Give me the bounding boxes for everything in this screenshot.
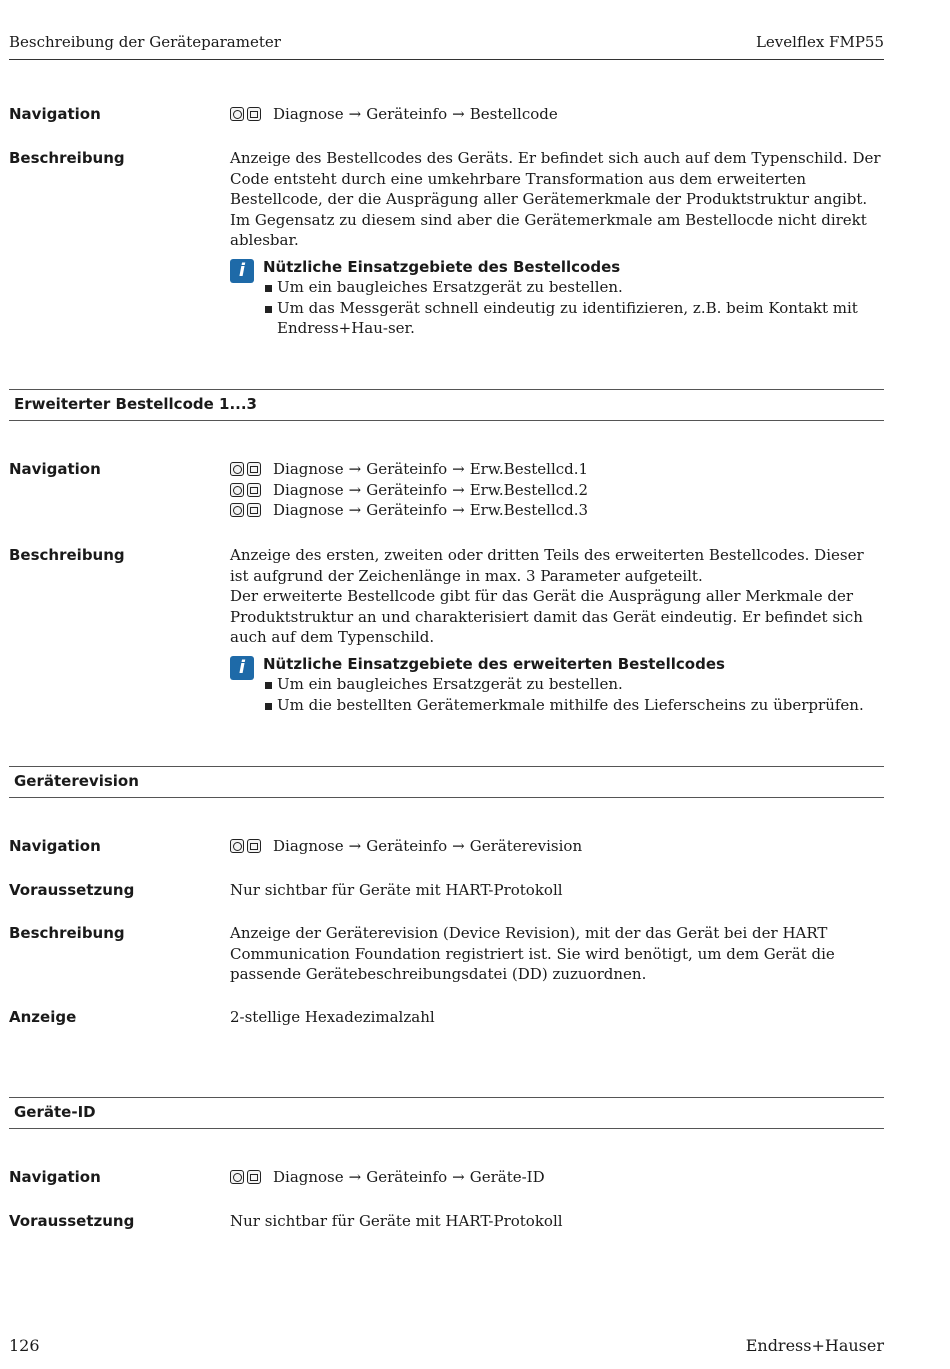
info-icon: i xyxy=(230,259,254,283)
nav-step: Erw.Bestellcd.2 xyxy=(469,480,589,499)
info-box xyxy=(230,654,884,716)
nav-step: Geräteinfo xyxy=(366,480,448,499)
info-box xyxy=(230,257,884,339)
navigation-label: Navigation xyxy=(9,460,101,478)
navigation-label: Navigation xyxy=(9,837,101,855)
nav-step: Geräteinfo xyxy=(366,837,448,855)
operating-display-icon xyxy=(230,462,244,476)
section-title: Geräte-ID xyxy=(14,1103,96,1121)
section-title: Erweiterter Bestellcode 1...3 xyxy=(14,395,257,413)
section-heading xyxy=(9,389,884,421)
page-header xyxy=(9,33,884,60)
description-label: Beschreibung xyxy=(9,149,125,167)
nav-step: Diagnose xyxy=(273,460,344,478)
navigation-path xyxy=(230,104,884,125)
navigation-label: Navigation xyxy=(9,1168,101,1186)
arrow-icon: → xyxy=(348,837,362,855)
list-item: Um ein baugleiches Ersatzgerät zu bestellen. xyxy=(263,674,884,695)
document-page xyxy=(9,0,884,1369)
prerequisite-label: Voraussetzung xyxy=(9,1212,135,1230)
navigation-path xyxy=(230,1167,884,1188)
description-text xyxy=(230,545,884,715)
navigation-path xyxy=(230,459,884,480)
prerequisite-text: Nur sichtbar für Geräte mit HART-Protokoll xyxy=(230,1212,563,1230)
operating-tool-icon xyxy=(247,503,261,517)
nav-step: Diagnose xyxy=(273,501,344,519)
description-paragraph: Anzeige des Bestellcodes des Geräts. Er befindet sich auch auf dem Typenschild. Der Code entsteht durch eine umkehrbare Transformation aus dem erweiterten Bestellcode, der die Ausprägung aller Gerätemerkmale der Produktstruktur angibt. Im Gegensatz zu diesem sind aber die Gerätemerkmale am Bestellocde nicht direkt ablesbar. xyxy=(230,149,881,249)
arrow-icon: → xyxy=(348,105,362,123)
operating-tool-icon xyxy=(247,107,261,121)
header-chapter-title: Beschreibung der Geräteparameter xyxy=(9,33,281,51)
arrow-icon: → xyxy=(452,460,465,478)
footer-brand: Endress+Hauser xyxy=(745,1336,884,1355)
operating-tool-icon xyxy=(247,839,261,853)
nav-step: Geräteinfo xyxy=(366,501,448,519)
arrow-icon: → xyxy=(452,1168,465,1186)
description-label: Beschreibung xyxy=(9,924,125,942)
description-paragraph: Der erweiterte Bestellcode gibt für das Gerät die Ausprägung aller Merkmale der Produktstruktur an und charakterisiert damit das Gerät eindeutig. Er befindet sich auch auf dem Typenschild. xyxy=(230,587,863,646)
section-heading xyxy=(9,1097,884,1129)
nav-step: Erw.Bestellcd.1 xyxy=(469,460,589,478)
nav-step: Erw.Bestellcd.3 xyxy=(469,501,589,519)
nav-step: Geräteinfo xyxy=(366,460,448,478)
section-heading xyxy=(9,766,884,798)
navigation-path xyxy=(230,836,884,857)
operating-display-icon xyxy=(230,503,244,517)
display-text: 2-stellige Hexadezimalzahl xyxy=(230,1008,435,1026)
operating-tool-icon xyxy=(247,1170,261,1184)
operating-display-icon xyxy=(230,483,244,497)
arrow-icon: → xyxy=(452,837,465,855)
nav-step: Diagnose xyxy=(273,1168,344,1186)
list-item: Um ein baugleiches Ersatzgerät zu bestellen. xyxy=(263,277,884,298)
operating-display-icon xyxy=(230,107,244,121)
operating-tool-icon xyxy=(247,483,261,497)
info-title: Nützliche Einsatzgebiete des erweiterten Bestellcodes xyxy=(263,654,725,673)
nav-step: Geräteinfo xyxy=(366,105,448,123)
description-text: Anzeige der Geräterevision (Device Revision), mit der das Gerät bei der HART Communication Foundation registriert ist. Sie wird benötigt, um dem Gerät die passende Gerätebeschreibungsdatei (DD) zuzuordnen. xyxy=(230,924,835,983)
nav-step: Geräte-ID xyxy=(469,1168,545,1186)
arrow-icon: → xyxy=(348,1168,362,1186)
navigation-label: Navigation xyxy=(9,105,101,123)
description-text xyxy=(230,148,884,339)
arrow-icon: → xyxy=(452,105,465,123)
arrow-icon: → xyxy=(348,480,362,499)
nav-step: Geräteinfo xyxy=(366,1168,448,1186)
header-product-name: Levelflex FMP55 xyxy=(755,33,884,51)
description-paragraph: Anzeige des ersten, zweiten oder dritten Teils des erweiterten Bestellcodes. Dieser ist aufgrund der Zeichenlänge in max. 3 Parameter aufgeteilt. xyxy=(230,546,864,585)
prerequisite-label: Voraussetzung xyxy=(9,881,135,899)
operating-display-icon xyxy=(230,1170,244,1184)
section-title: Geräterevision xyxy=(14,772,139,790)
description-label: Beschreibung xyxy=(9,546,125,564)
nav-step: Diagnose xyxy=(273,480,344,499)
nav-step: Bestellcode xyxy=(469,105,558,123)
prerequisite-text: Nur sichtbar für Geräte mit HART-Protokoll xyxy=(230,881,563,899)
nav-step: Diagnose xyxy=(273,105,344,123)
arrow-icon: → xyxy=(452,501,465,519)
arrow-icon: → xyxy=(452,480,465,499)
arrow-icon: → xyxy=(348,460,362,478)
navigation-path xyxy=(230,480,884,501)
list-item: Um das Messgerät schnell eindeutig zu identifizieren, z.B. beim Kontakt mit Endress+Hau-ser. xyxy=(263,298,884,339)
info-icon: i xyxy=(230,656,254,680)
list-item: Um die bestellten Gerätemerkmale mithilfe des Lieferscheins zu überprüfen. xyxy=(263,695,884,716)
arrow-icon: → xyxy=(348,501,362,519)
operating-tool-icon xyxy=(247,462,261,476)
operating-display-icon xyxy=(230,839,244,853)
navigation-paths xyxy=(230,459,884,521)
display-label: Anzeige xyxy=(9,1008,77,1026)
navigation-path xyxy=(230,500,884,521)
info-title: Nützliche Einsatzgebiete des Bestellcodes xyxy=(263,257,621,276)
nav-step: Diagnose xyxy=(273,837,344,855)
page-number: 126 xyxy=(9,1336,40,1355)
nav-step: Geräterevision xyxy=(469,837,583,855)
